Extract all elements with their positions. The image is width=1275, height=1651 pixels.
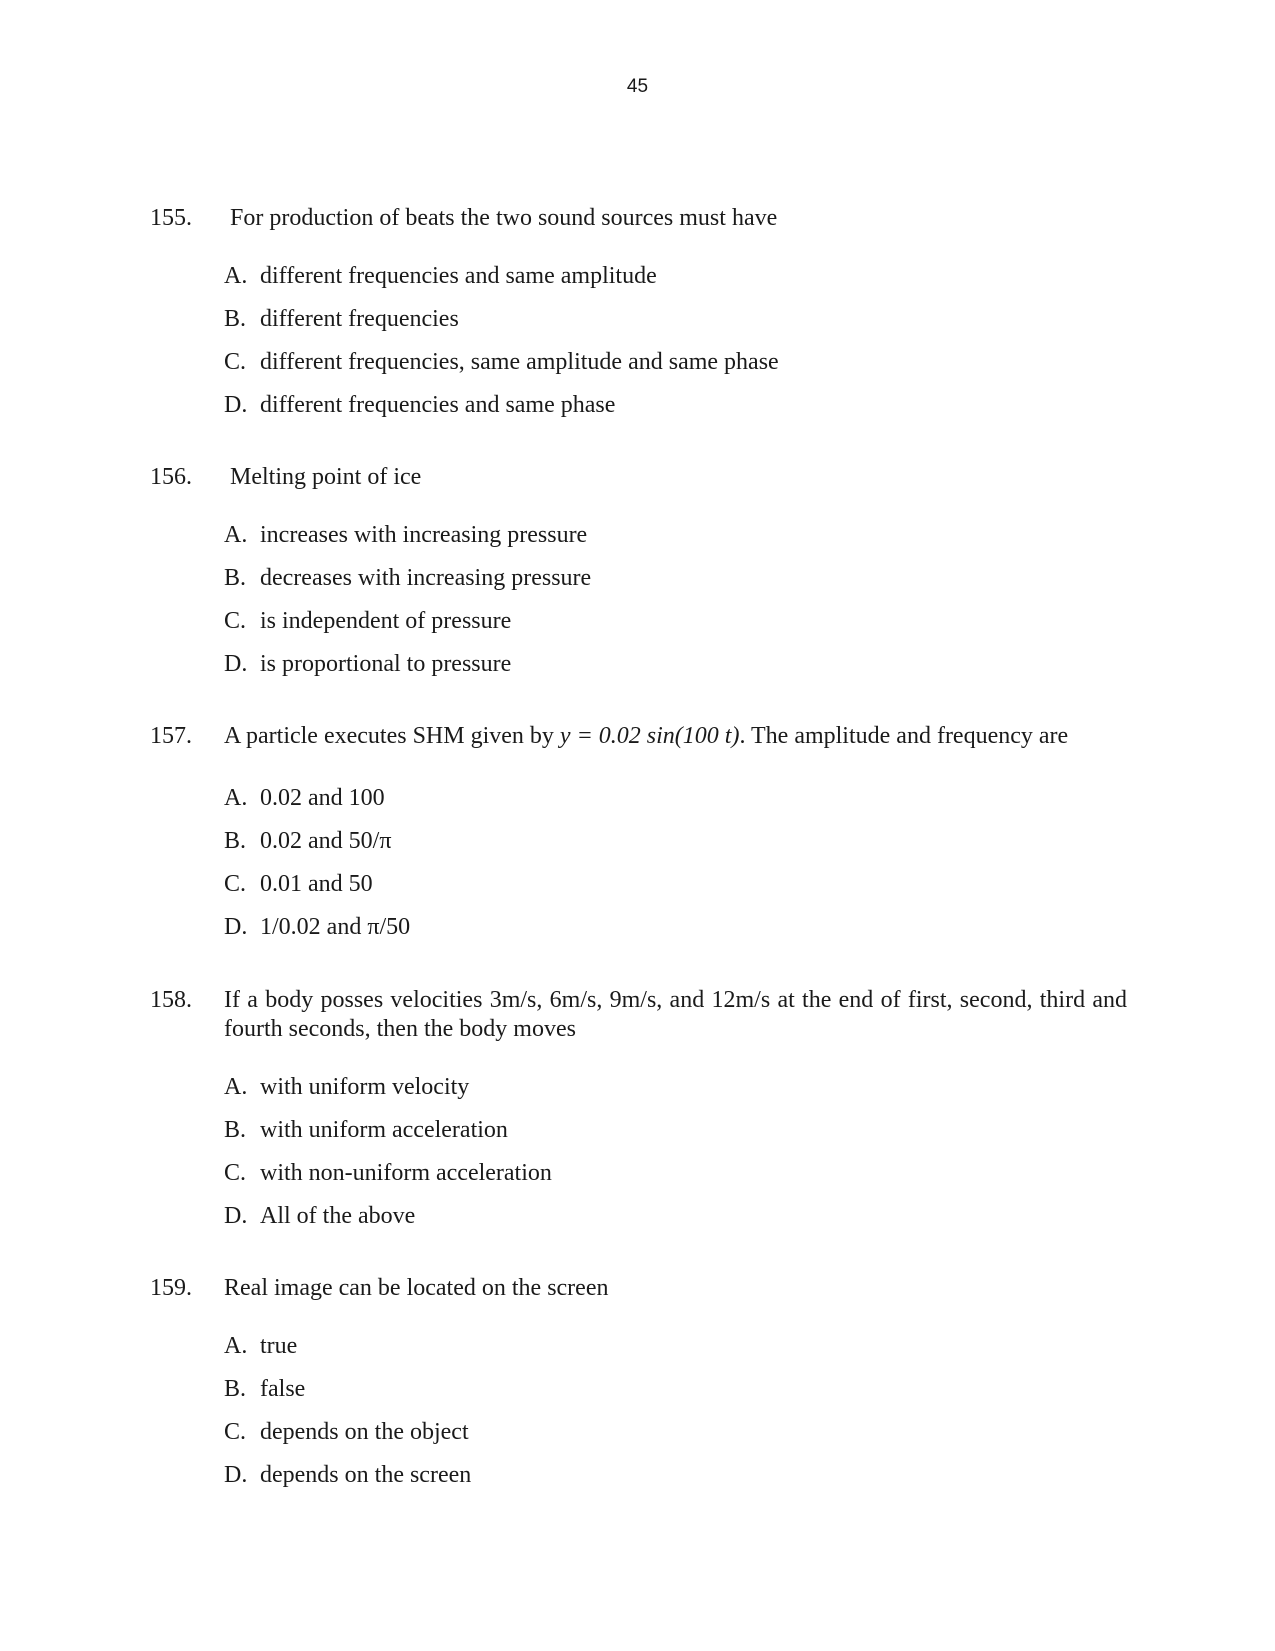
option-c <box>224 607 511 636</box>
option-text: is independent of pressure <box>260 608 512 634</box>
option-b <box>224 827 391 856</box>
option-letter: D. <box>224 914 248 940</box>
option-letter: D. <box>224 1462 248 1488</box>
option-c <box>224 1159 552 1188</box>
option-text: true <box>260 1333 298 1359</box>
option-letter: A. <box>224 1074 248 1100</box>
option-letter: B. <box>224 1376 247 1402</box>
option-text: different frequencies <box>260 306 459 332</box>
option-text: with uniform acceleration <box>260 1117 508 1143</box>
question-text: For production of beats the two sound sources must have <box>230 205 778 231</box>
option-a <box>224 262 657 291</box>
option-letter: C. <box>224 1419 247 1445</box>
option-letter: A. <box>224 522 248 548</box>
option-text: with uniform velocity <box>260 1074 470 1100</box>
shm-equation: y = 0.02 sin(100 t) <box>559 723 740 749</box>
option-letter: B. <box>224 306 247 332</box>
option-b <box>224 564 591 593</box>
option-c <box>224 870 373 899</box>
option-letter: A. <box>224 785 248 811</box>
option-text: with non-uniform acceleration <box>260 1160 552 1186</box>
option-b <box>224 1375 305 1404</box>
option-text: depends on the object <box>260 1419 469 1445</box>
question-text-after: . The amplitude and frequency are <box>739 723 1069 749</box>
question-text <box>224 722 1124 751</box>
option-d <box>224 1202 415 1231</box>
question-number: 157. <box>150 723 192 749</box>
option-text: 1/0.02 and π/50 <box>260 914 411 940</box>
question-number: 158. <box>150 987 192 1013</box>
option-a <box>224 1332 297 1361</box>
question-text: Real image can be located on the screen <box>224 1275 609 1301</box>
question-text: Melting point of ice <box>230 464 422 490</box>
option-letter: A. <box>224 263 248 289</box>
option-letter: C. <box>224 1160 247 1186</box>
option-d <box>224 391 615 420</box>
option-c <box>224 1418 469 1447</box>
option-text: 0.01 and 50 <box>260 871 373 897</box>
question-number: 156. <box>150 464 192 490</box>
option-a <box>224 784 385 813</box>
option-letter: B. <box>224 828 247 854</box>
page-number: 45 <box>626 76 649 97</box>
option-text: different frequencies and same amplitude <box>260 263 657 289</box>
option-b <box>224 305 459 334</box>
question-text: If a body posses velocities 3m/s, 6m/s, 9m/s, and 12m/s at the end of first, second, third and fourth seconds, then the body moves <box>224 987 1127 1042</box>
question-text-before: A particle executes SHM given by <box>224 723 554 749</box>
option-letter: C. <box>224 349 247 375</box>
option-d <box>224 1461 471 1490</box>
option-a <box>224 1073 469 1102</box>
option-letter: C. <box>224 871 247 897</box>
question-number: 159. <box>150 1275 192 1301</box>
option-text: is proportional to pressure <box>260 651 512 677</box>
option-text: 0.02 and 100 <box>260 785 385 811</box>
option-text: different frequencies and same phase <box>260 392 616 418</box>
option-d <box>224 650 511 679</box>
option-a <box>224 521 587 550</box>
option-text: depends on the screen <box>260 1462 472 1488</box>
option-text: increases with increasing pressure <box>260 522 588 548</box>
question-number: 155. <box>150 205 192 231</box>
option-text: decreases with increasing pressure <box>260 565 592 591</box>
option-text: different frequencies, same amplitude and same phase <box>260 349 779 375</box>
option-b <box>224 1116 508 1145</box>
option-letter: D. <box>224 651 248 677</box>
option-letter: B. <box>224 565 247 591</box>
option-c <box>224 348 779 377</box>
option-letter: B. <box>224 1117 247 1143</box>
option-text: false <box>260 1376 306 1402</box>
option-letter: D. <box>224 392 248 418</box>
option-d <box>224 913 410 942</box>
option-letter: D. <box>224 1203 248 1229</box>
option-text: 0.02 and 50/π <box>260 828 392 854</box>
option-text: All of the above <box>260 1203 416 1229</box>
option-letter: C. <box>224 608 247 634</box>
option-letter: A. <box>224 1333 248 1359</box>
